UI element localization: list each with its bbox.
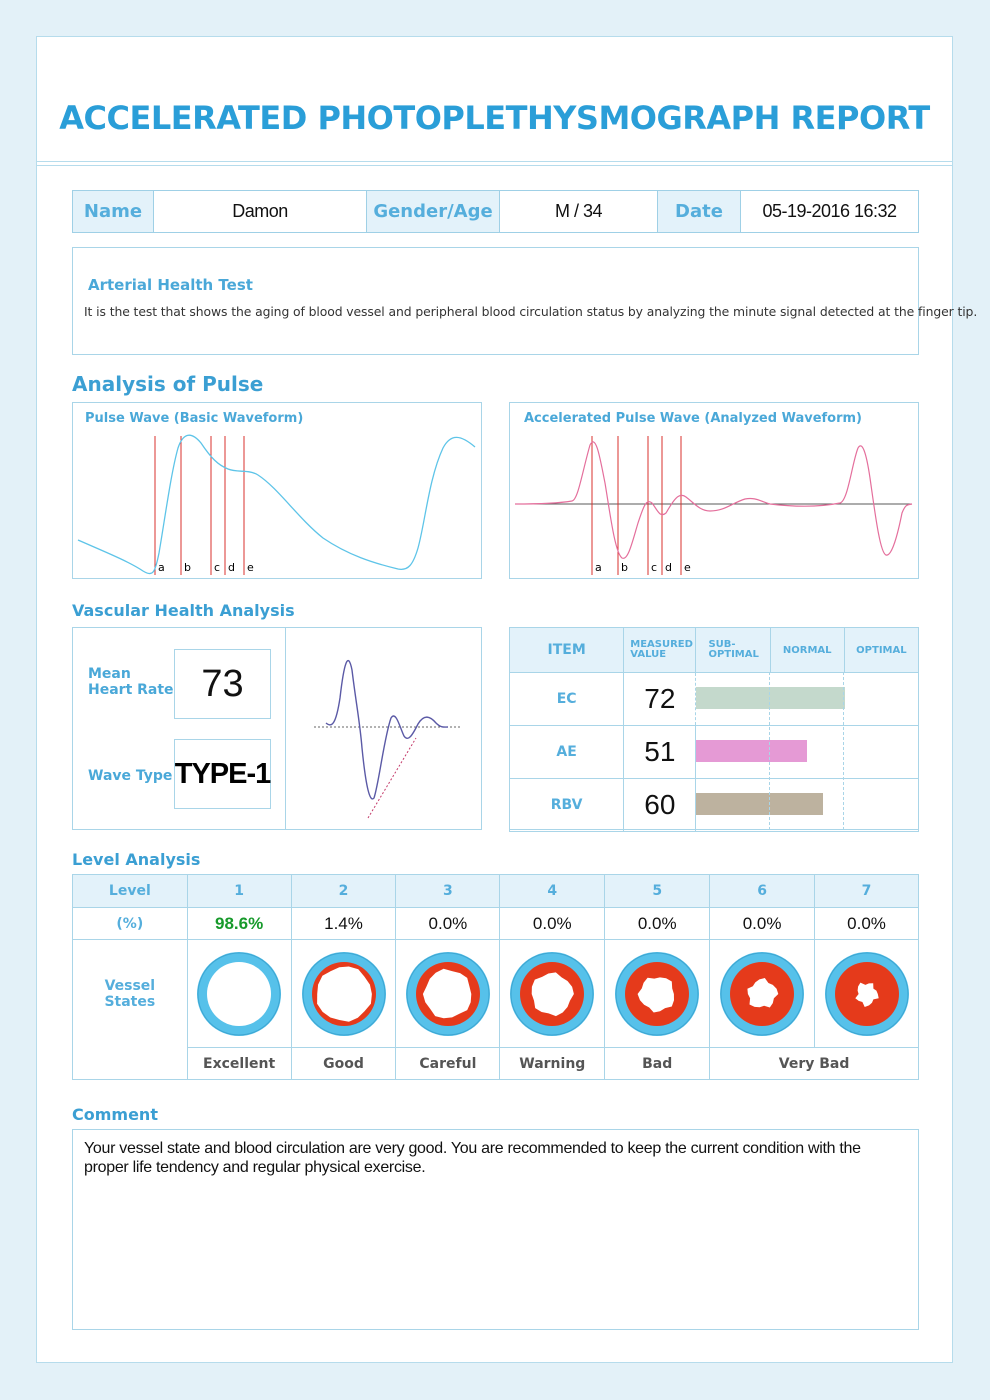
header-sub-optimal: [696, 628, 770, 673]
level-percent: 0.0%: [605, 908, 710, 940]
vessel-cell: [291, 940, 396, 1048]
vessel-cell: [187, 940, 291, 1048]
state-good: Good: [291, 1048, 396, 1080]
wave-type-value: TYPE-1: [174, 739, 271, 809]
vascular-row-rbv: [510, 779, 919, 832]
mean-heart-rate-value: 73: [174, 649, 271, 719]
level-number: 2: [291, 875, 396, 908]
level-row: [73, 875, 919, 908]
state-warning: Warning: [500, 1048, 605, 1080]
state-very-bad: Very Bad: [710, 1048, 919, 1080]
level-percent: 0.0%: [815, 908, 919, 940]
row-bar-ec: [696, 687, 845, 709]
vessel-cell: [500, 940, 605, 1048]
comment-section-title: Comment: [72, 1105, 158, 1124]
vascular-table-header: [510, 628, 919, 673]
mean-heart-rate-label: [88, 666, 174, 698]
level-percent-highlight: 98.6%: [187, 908, 291, 940]
vascular-table: [509, 627, 919, 832]
header-sub-line1: SUB-: [708, 639, 736, 650]
accel-waveform-panel: [509, 402, 919, 579]
vessel-diagram-level-4: [509, 951, 595, 1037]
marker-label-b: b: [184, 561, 191, 574]
header-item: ITEM: [510, 628, 624, 673]
percent-row: [73, 908, 919, 940]
row-value-rbv: 60: [624, 779, 696, 832]
vascular-row-ec: [510, 673, 919, 726]
vessel-cell: [815, 940, 919, 1048]
state-row: [73, 1048, 919, 1080]
vascular-table-panel: [509, 627, 919, 830]
row-item-ae: AE: [510, 726, 624, 779]
vessel-diagram-level-3: [405, 951, 491, 1037]
accel-pulse-line: [515, 442, 912, 558]
accel-waveform-chart: [510, 403, 918, 578]
vessel-row: [73, 940, 919, 1048]
level-percent: 0.0%: [396, 908, 500, 940]
header-measured-line2: VALUE: [630, 649, 667, 660]
gender-age-label: Gender/Age: [367, 191, 500, 232]
vessel-cell: [396, 940, 500, 1048]
wave-type-curve: [326, 661, 448, 799]
arterial-test-title: Arterial Health Test: [88, 276, 253, 294]
level-percent: 1.4%: [291, 908, 396, 940]
vessel-cell: [605, 940, 710, 1048]
patient-gender-age: M / 34: [500, 191, 658, 232]
date-label: Date: [658, 191, 741, 232]
accel-marker-label-e: e: [684, 561, 691, 574]
vascular-section-title: Vascular Health Analysis: [72, 601, 295, 620]
row-bar-rbv: [696, 793, 823, 815]
state-excellent: Excellent: [187, 1048, 291, 1080]
row-bar-ae: [696, 740, 807, 762]
vascular-row-ae: [510, 726, 919, 779]
wave-type-label: Wave Type: [88, 768, 173, 784]
report-date: 05-19-2016 16:32: [762, 201, 897, 221]
header-sub-line2: OPTIMAL: [708, 649, 759, 660]
vascular-summary-panel: [72, 627, 482, 830]
basic-waveform-chart: [73, 403, 481, 578]
arterial-test-box: [72, 247, 978, 355]
patient-name: Damon: [154, 191, 367, 232]
level-number: 6: [710, 875, 815, 908]
marker-label-c: c: [214, 561, 221, 574]
basic-pulse-line: [78, 435, 475, 573]
level-number: 7: [815, 875, 919, 908]
header-normal: NORMAL: [770, 628, 844, 673]
vessel-lumen: [207, 962, 271, 1026]
row-item-ec: EC: [510, 673, 624, 726]
vessel-diagram-level-7: [824, 951, 910, 1037]
row-item-rbv: RBV: [510, 779, 624, 832]
wave-type-diagram: [286, 628, 482, 829]
column-guide-optimal: [843, 672, 844, 830]
accel-marker-label-a: a: [595, 561, 602, 574]
level-number: 4: [500, 875, 605, 908]
level-section-title: Level Analysis: [72, 850, 201, 869]
column-guide-normal: [769, 672, 770, 830]
accel-marker-label-d: d: [665, 561, 672, 574]
mean-hr-label-line2: Heart Rate: [88, 682, 174, 698]
level-number: 5: [605, 875, 710, 908]
pulse-section-title: Analysis of Pulse: [72, 372, 264, 396]
wave-type-trendline: [368, 738, 416, 818]
comment-text: Your vessel state and blood circulation are very good. You are recommended to keep the current condition with the proper life tendency and regular physical exercise.: [84, 1140, 861, 1176]
level-label: Level: [73, 875, 188, 908]
arterial-test-description: It is the test that shows the aging of blood vessel and peripheral blood circulation status by analyzing the minute signal detected at the finger tip.: [84, 304, 978, 319]
level-percent: 0.0%: [500, 908, 605, 940]
name-label: Name: [73, 191, 154, 232]
row-bar-cell-rbv: [696, 779, 919, 832]
title-divider: [37, 161, 952, 166]
basic-waveform-title: Pulse Wave (Basic Waveform): [85, 411, 304, 426]
state-careful: Careful: [396, 1048, 500, 1080]
header-optimal: OPTIMAL: [844, 628, 918, 673]
accel-marker-label-c: c: [651, 561, 658, 574]
vessel-diagram-level-1: [196, 951, 282, 1037]
patient-info-row: [72, 190, 919, 233]
accel-waveform-title: Accelerated Pulse Wave (Analyzed Waveform): [524, 411, 862, 426]
percent-label: (%): [73, 908, 188, 940]
comment-box: [72, 1129, 919, 1330]
row-bar-cell-ae: [696, 726, 919, 779]
marker-label-e: e: [247, 561, 254, 574]
header-measured-value: [624, 628, 696, 673]
level-number: 1: [187, 875, 291, 908]
vessel-label-line2: States: [104, 994, 156, 1010]
vessel-label-line1: Vessel: [104, 978, 156, 994]
row-bar-cell-ec: [696, 673, 919, 726]
header-measured-line1: MEASURED: [630, 639, 693, 650]
vessel-states-label: [73, 940, 188, 1080]
vessel-diagram-level-5: [614, 951, 700, 1037]
row-value-ec: 72: [624, 673, 696, 726]
report-page: [36, 36, 978, 1363]
mean-hr-label-line1: Mean: [88, 666, 131, 682]
vessel-cell: [710, 940, 815, 1048]
level-number: 3: [396, 875, 500, 908]
marker-label-d: d: [228, 561, 235, 574]
vessel-diagram-level-6: [719, 951, 805, 1037]
vessel-diagram-level-2: [301, 951, 387, 1037]
level-table: [72, 874, 919, 1080]
marker-label-a: a: [158, 561, 165, 574]
row-value-ae: 51: [624, 726, 696, 779]
report-title: ACCELERATED PHOTOPLETHYSMOGRAPH REPORT: [59, 99, 930, 137]
basic-waveform-panel: [72, 402, 482, 579]
accel-marker-label-b: b: [621, 561, 628, 574]
state-bad: Bad: [605, 1048, 710, 1080]
level-percent: 0.0%: [710, 908, 815, 940]
